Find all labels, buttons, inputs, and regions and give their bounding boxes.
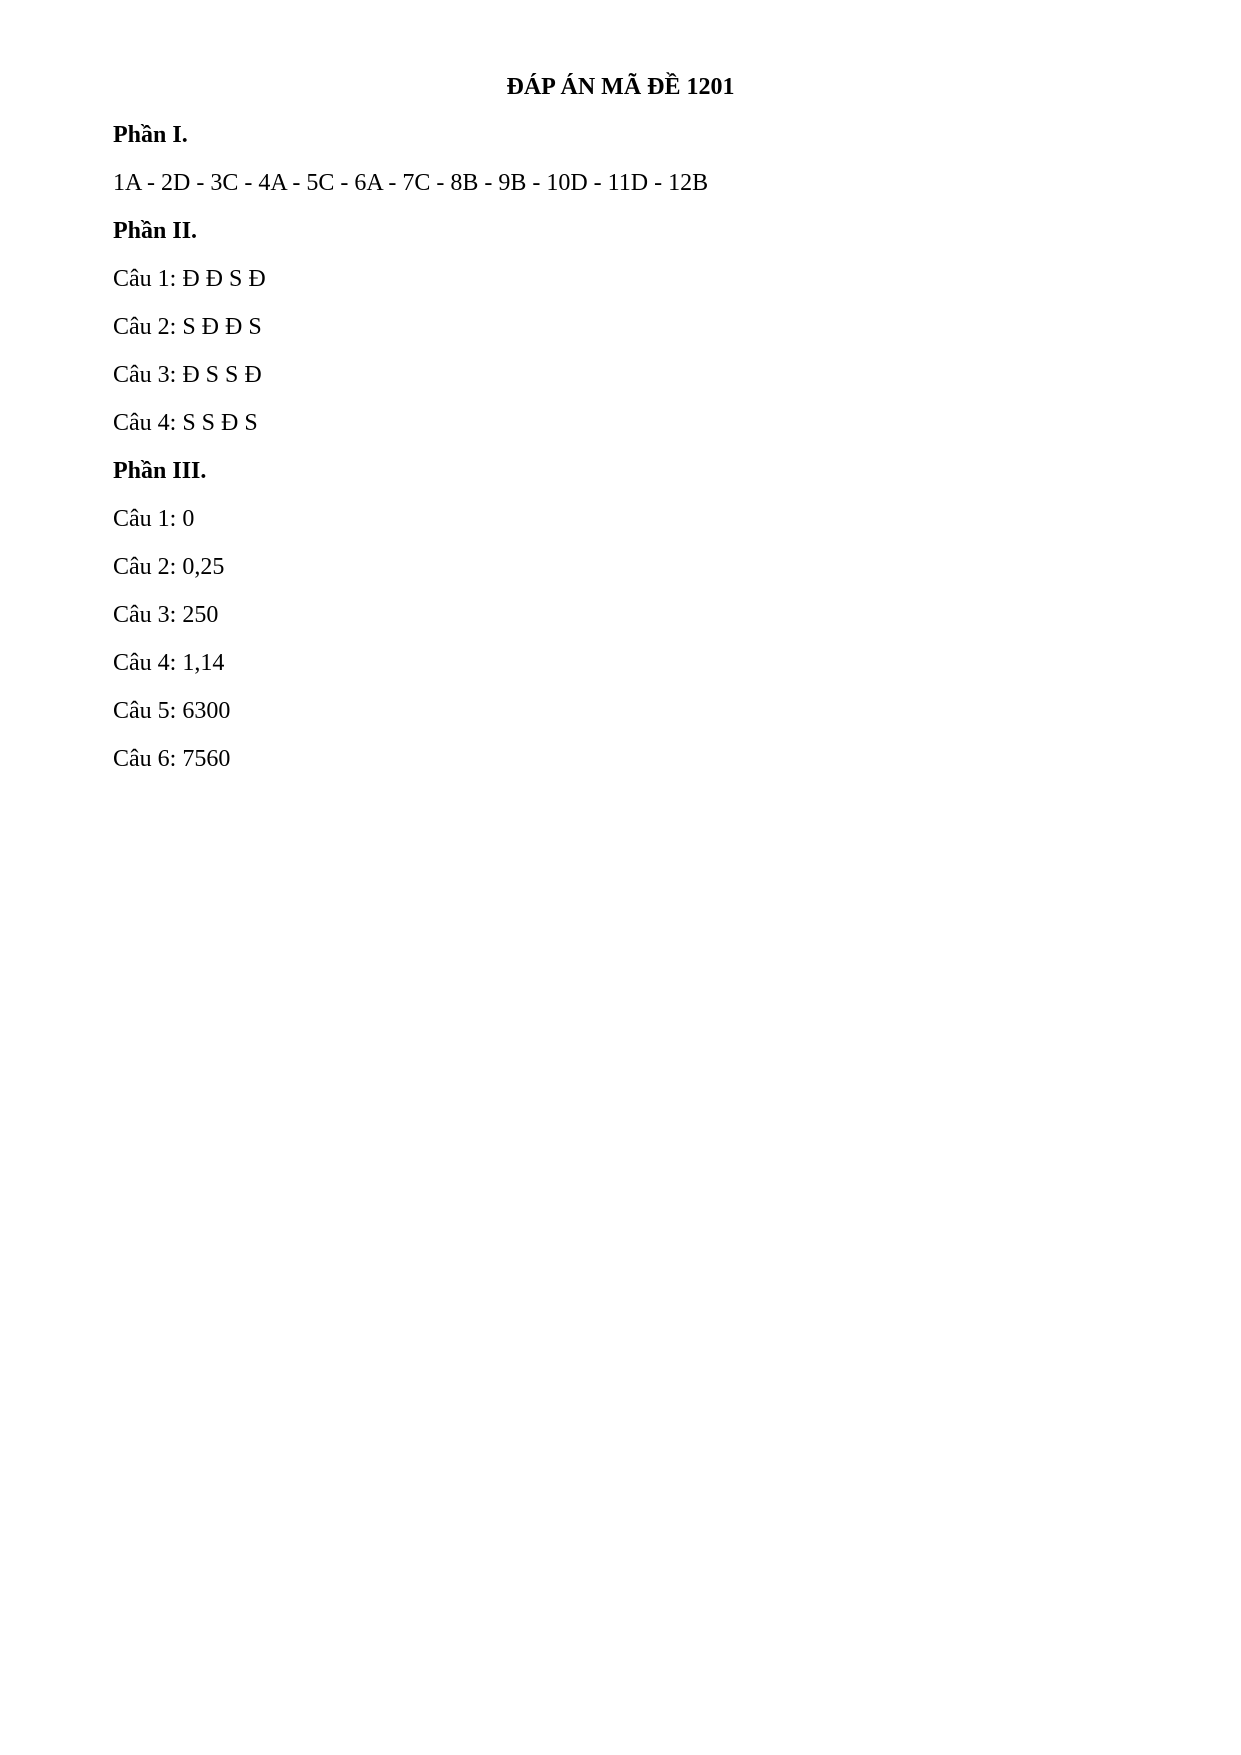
part-3-question-4: Câu 4: 1,14 [113,650,225,676]
part-2-question-3: Câu 3: Đ S S Đ [113,362,262,388]
part-3-question-3: Câu 3: 250 [113,602,219,628]
page-title: ĐÁP ÁN MÃ ĐỀ 1201 [506,74,735,100]
part-2-heading: Phần II. [113,218,198,244]
part-3-question-5: Câu 5: 6300 [113,698,231,724]
part-3-heading: Phần III. [113,458,207,484]
part-2-question-2: Câu 2: S Đ Đ S [113,314,262,340]
answer-content [113,120,1113,792]
part-2-question-4: Câu 4: S S Đ S [113,410,258,436]
part-3-question-1: Câu 1: 0 [113,506,195,532]
part-1-heading: Phần I. [113,122,188,148]
part-2-question-1: Câu 1: Đ Đ S Đ [113,266,266,292]
part-3-question-2: Câu 2: 0,25 [113,554,225,580]
part-3-question-6: Câu 6: 7560 [113,746,231,772]
part-1-answers: 1A - 2D - 3C - 4A - 5C - 6A - 7C - 8B - 9B - 10D - 11D - 12B [113,170,709,196]
